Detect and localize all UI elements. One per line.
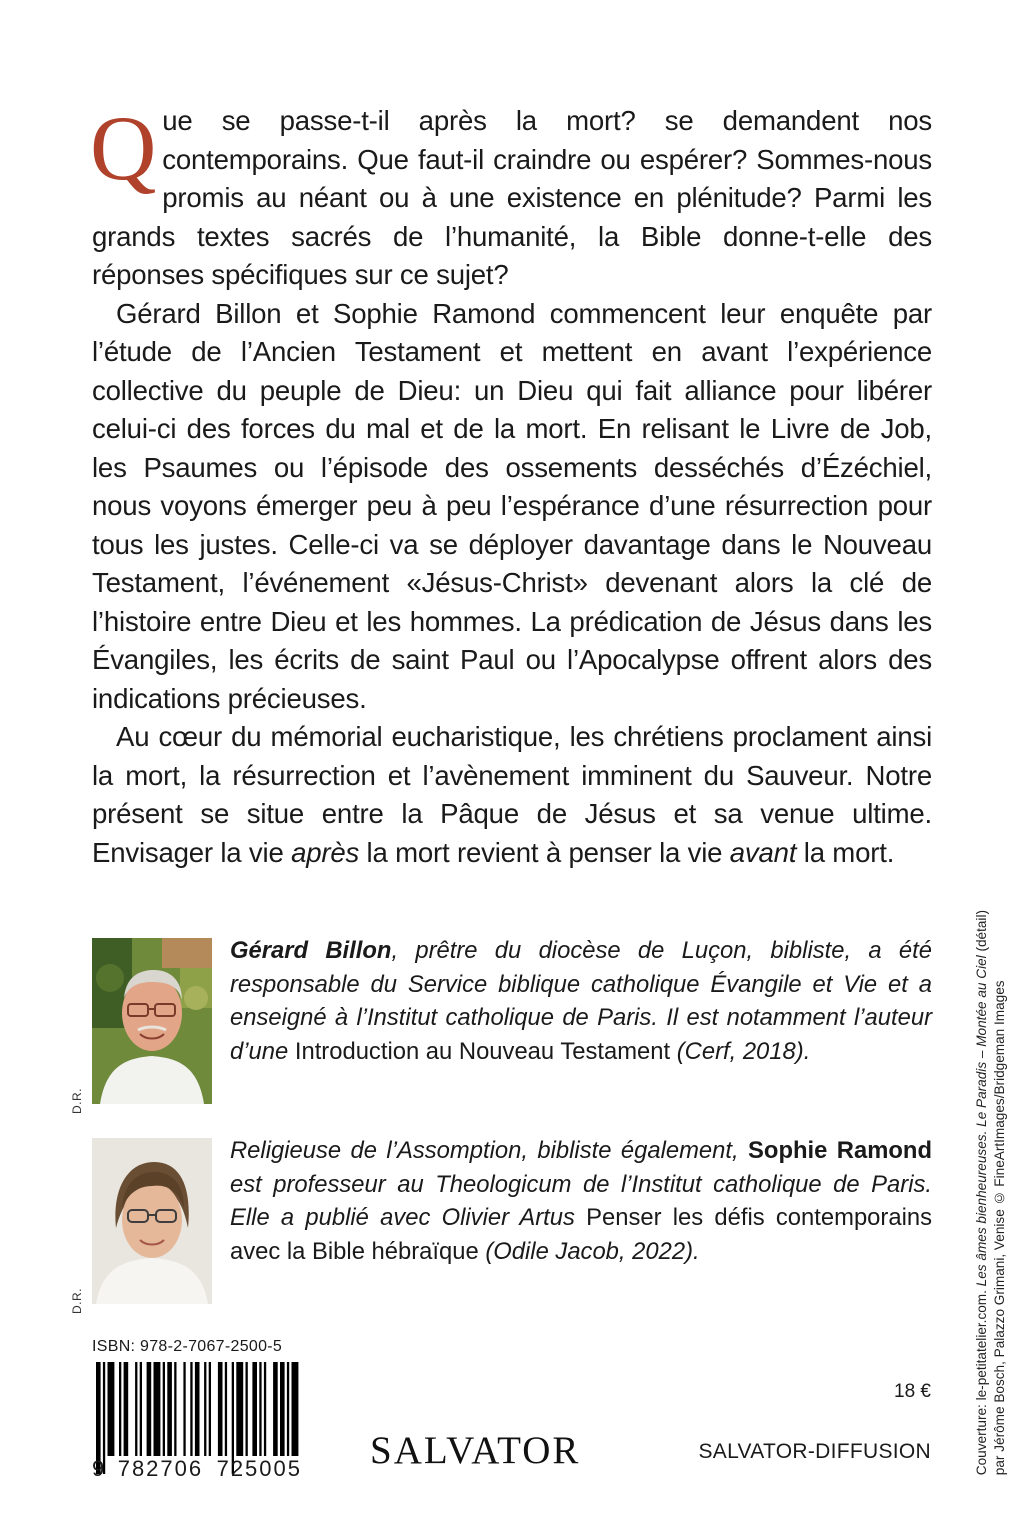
cover-credit-line-1-a: Couverture: le-petitatelier.com. <box>974 1286 989 1475</box>
barcode-bar <box>280 1362 285 1456</box>
barcode-bar <box>108 1362 115 1456</box>
author-photo-sophie-ramond <box>92 1138 212 1304</box>
barcode-bar <box>287 1362 289 1456</box>
blurb-paragraph-1-text: ue se passe-t-il après la mort? se demandent nos contemporains. Que faut-il craindre ou espérer? Sommes-nous promis au néant ou à une existence en plénitude? Parmi les grands textes sacrés de l’humanité, la Bible donne-t-elle des réponses spécifiques sur ce sujet? <box>92 105 932 290</box>
barcode-bar <box>183 1362 185 1456</box>
barcode-bar <box>236 1362 243 1456</box>
barcode-bar <box>124 1362 129 1456</box>
blurb-emphasis-apres: après <box>291 836 360 868</box>
author-bio-sophie-ramond <box>70 1137 932 1314</box>
bio-text-part-a: Religieuse de l’Assomption, bibliste également, <box>230 1137 749 1164</box>
barcode-bar <box>259 1362 261 1456</box>
blurb-paragraph-3-text-c: la mort. <box>796 836 895 868</box>
bio-text-part-a: , prêtre du diocèse de Luçon, bibliste, a été responsable du Service biblique catholique Évangile et Vie et a enseigné à l’Institut catholique de Paris. Il est notamment l’auteur d’une <box>230 937 932 1065</box>
drop-cap: Q <box>90 97 157 199</box>
cover-credit <box>973 755 1023 1475</box>
barcode-bar <box>218 1362 223 1456</box>
barcode-bar <box>147 1362 152 1456</box>
back-cover-blurb <box>90 97 932 872</box>
book-title: Introduction au Nouveau Testament <box>294 1037 671 1065</box>
cover-credit-line-1-b: (détail) <box>974 909 989 956</box>
blurb-paragraph-2: Gérard Billon et Sophie Ramond commencent leur enquête par l’étude de l’Ancien Testament et mettent en avant l’expérience collective du peuple de Dieu: un Dieu qui fait alliance pour libérer celui-ci des forces du mal et de la mort. En relisant le Livre de Job, les Psaumes ou l’épisode des ossements desséchés d’Ézéchiel, nous voyons émerger peu à peu l’espérance d’une résurrection pour tous les justes. Celle-ci va se déployer davantage dans le Nouveau Testament, l’événement «Jésus-Christ» devenant alors la clé de l’histoire entre Dieu et les hommes. La prédication de Jésus dans les Évangiles, les écrits de saint Paul ou l’Apocalypse offrent alors des indications précieuses. <box>92 297 932 714</box>
barcode-bar <box>252 1362 257 1456</box>
cover-credit-line-1 <box>973 910 991 1475</box>
bio-text-gerard-billon <box>230 934 932 1068</box>
price: 18 € <box>894 1381 931 1402</box>
distributor: SALVATOR-DIFFUSION <box>698 1440 931 1463</box>
barcode-bar <box>246 1362 248 1456</box>
author-photo-gerard-billon <box>92 938 212 1104</box>
barcode-digits <box>92 1456 302 1482</box>
barcode-bar <box>273 1362 278 1456</box>
blurb-paragraph-3-text-b: la mort revient à penser la vie <box>359 836 730 868</box>
photo-credit: D.R. <box>70 1088 84 1114</box>
book-title: Penser les défis contemporains avec la Bible hébraïque <box>230 1204 932 1265</box>
barcode-bar <box>140 1362 142 1456</box>
bio-text-part-b: (Cerf, 2018). <box>670 1037 811 1065</box>
author-name: Sophie Ramond <box>748 1137 932 1164</box>
author-bio-gerard-billon <box>70 937 932 1114</box>
blurb-paragraph-3-text-a: Au cœur du mémorial eucharistique, les chrétiens proclament ainsi la mort, la résurrection et l’avènement imminent du Sauveur. Notre présent se situe entre la Pâque de Jésus et sa venue ultime. Envisager la vie <box>92 721 932 868</box>
barcode-digit-group-1: 9 <box>92 1456 105 1481</box>
barcode-digit-group-3: 725005 <box>216 1456 302 1481</box>
barcode-bar <box>292 1362 299 1456</box>
barcode-bar <box>195 1362 200 1456</box>
blurb-paragraph-1 <box>90 97 932 295</box>
cover-credit-artwork-title: Les âmes bienheureuses. Le Paradis – Montée au Ciel <box>974 955 989 1287</box>
isbn-label: ISBN: 978-2-7067-2500-5 <box>92 1338 283 1355</box>
blurb-paragraph-3 <box>92 718 932 872</box>
barcode-bar <box>167 1362 172 1456</box>
barcode-bar <box>163 1362 165 1456</box>
author-name: Gérard Billon <box>230 937 392 964</box>
barcode-bar <box>264 1362 266 1456</box>
bio-text-part-b: est professeur au Theologicum de l’Institut catholique de Paris. Elle a publié avec Olivier Artus <box>230 1170 932 1231</box>
barcode-bar <box>135 1362 137 1456</box>
photo-credit: D.R. <box>70 1288 84 1314</box>
barcode-bar <box>154 1362 161 1456</box>
barcode-bar <box>119 1362 121 1456</box>
blurb-emphasis-avant: avant <box>729 836 797 868</box>
barcode-bar <box>204 1362 206 1456</box>
cover-credit-line-2: par Jérôme Bosch, Palazzo Grimani, Venise © FineArtImages/Bridgeman Images <box>992 980 1007 1475</box>
barcode-bar <box>190 1362 192 1456</box>
bio-text-sophie-ramond <box>230 1134 932 1268</box>
barcode-bar <box>209 1362 211 1456</box>
barcode-digit-group-2: 782706 <box>117 1456 204 1481</box>
barcode-bar <box>174 1362 176 1456</box>
barcode-bar <box>225 1362 227 1456</box>
publisher-logo: SALVATOR <box>370 1429 581 1472</box>
bio-text-part-c: (Odile Jacob, 2022). <box>478 1237 700 1265</box>
